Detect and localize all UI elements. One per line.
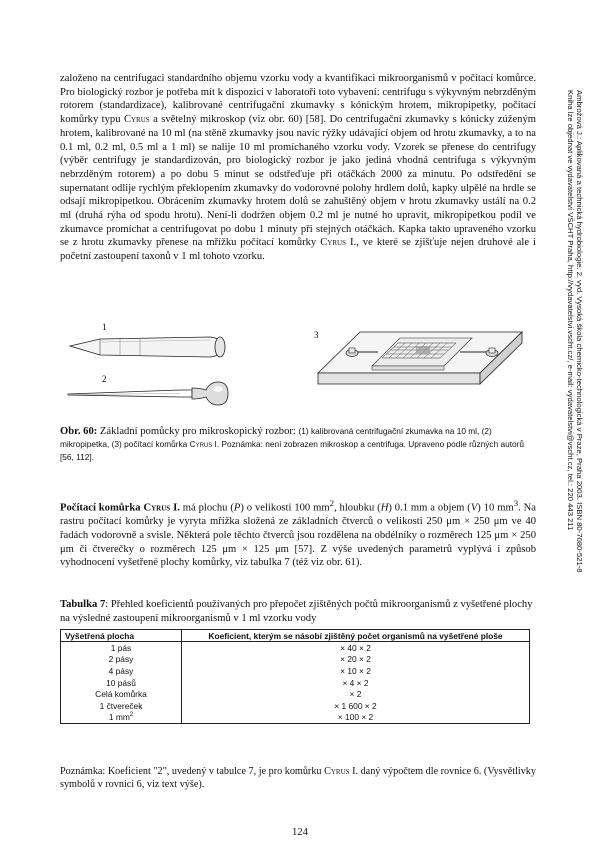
page-number: 124 [292, 827, 308, 838]
label-1: 1 [102, 322, 107, 332]
cell-coefficient: × 2 [182, 688, 530, 700]
centrifuge-tube-drawing [70, 337, 225, 357]
table-header-row [61, 630, 530, 642]
micropipette-drawing [68, 382, 228, 405]
header-coefficient: Koeficient, kterým se násobí zjištěný počet organismů na vyšetřené ploše [182, 630, 530, 642]
table-row [61, 700, 530, 712]
table-row [61, 688, 530, 700]
table-row [61, 642, 530, 654]
table-row [61, 712, 530, 724]
label-2: 2 [102, 374, 107, 384]
paragraph-method: založeno na centrifugaci standardního objemu vzorku vody a kvantifikaci mikroorganismů v počítací komůrce. Pro biologický rozbor je potřeba mít k dispozici v laboratoři toto vybavení: centrifugu s výkyvným nebrzděným rotorem (standardizace), kalibrované centrifugační zkumavky s kónickým hrotem, mikropipetky, počítací komůrky typu Cyrus a světelný mikroskop (viz obr. 60) [58]. Do centrifugační zkumavky s kónicky zúženým hrotem, kalibrované na 10 ml (na stěně zkumavky jsou navíc rýžky udávající objem od hrotu zkumavky, a to na 0.1 ml, 0.2 ml, 0.5 ml a 1 ml) se nalije 10 ml promíchaného vzorku vody. Vzorek se přenese do centrifugy (výběr centrifugy je standardizován, pro biologický rozbor je jako jediná vhodná centrifuga s výkyvným nebrzděným rotorem) a po dobu 5 minut se odstřeďuje při otáčkách 2000 za minutu. Po odstředění se supernatant odlije rychlým překlopením zkumavky do vodorovné polohy hrdlem dolů, kapky ulpělé na hrdle se odsají mikropipetkou. Obrácením zkumavky hrotem dolů se zahuštěný objem v hrotu zkumavky ustálí na 0.2 ml (druhá rýha od spodu hrotu). Není-li dodržen objem 0.2 ml je nutné ho upravit, mikropipetkou podíl ve zkumavce promíchat a centrifugovat po dobu 1 minuty při stejných otáčkách. Kapka takto upraveného vzorku se z hrotu zkumavky přenese na mřížku počítací komůrky Cyrus I., ve které se zjišťuje nejen druhové ale i početní zastoupení taxonů v 1 ml tohoto vzorku. [60, 73, 536, 263]
cell-coefficient: × 10 × 2 [182, 665, 530, 677]
cell-area: 1 pás [61, 642, 182, 654]
figure-60-drawing [60, 318, 536, 420]
copyright-sidebar [568, 90, 598, 810]
cell-coefficient: × 1 600 × 2 [182, 700, 530, 712]
cell-coefficient: × 20 × 2 [182, 654, 530, 666]
cell-area: 2 pásy [61, 654, 182, 666]
cell-area: 4 pásy [61, 665, 182, 677]
sidebar-order-info: Kniha lze objednat ve vydavatelství VŠCHT Praha, http://vydavatelstvi.vscht.cz/, e-mail: vydavatelstvi@vscht.cz, tel.: 220 443 211 [566, 90, 575, 531]
paragraph-counting-chamber: Počítací komůrka Cyrus I. má plochu (P) o velikosti 100 $mm^2$, hloubku (H) 0.1 mm a objem (V) 10 $mm^3$. Na rastru počítací komůrky je vyryta mřížka složená ze základních čtverců o velikosti 250 μm × 250 μm ve 40 řadách vodorovně a svisle. Některá pole těchto čtverců jsou rozdělena na obdélníky o rozměrech 125 μm × 250 μm či čtverečky o rozměrech 125 μm × 125 μm [57]. Z výše uvedených parametrů vyplývá i způsob vyhodnocení vyšetřené plochy komůrky, viz tabulka 7 (též viz obr. 61). [60, 498, 537, 569]
table-row [61, 665, 530, 677]
figure-60-caption: Obr. 60: Základní pomůcky pro mikroskopický rozbor: (1) kalibrovaná centrifugační zkumavka na 10 ml, (2) mikropipetka, (3) počítací komůrka Cyrus I. Poznámka: není zobrazen mikroskop a centrifuga. Upraveno podle různých autorů [56, 112]. [60, 426, 525, 462]
table-row [61, 654, 530, 666]
cell-coefficient: × 40 × 2 [182, 642, 530, 654]
sidebar-citation: Ambrožová J.: Aplikovaná a technická hydrobiologie. 2. vyd. Vysoká škola chemicko-technologická v Praze, Praha 2003. ISBN 80-7080-521-8 [575, 90, 584, 573]
cell-coefficient: × 100 × 2 [182, 712, 530, 724]
label-3: 3 [314, 330, 319, 340]
cell-area: 10 pásů [61, 677, 182, 689]
table-row [61, 677, 530, 689]
table-note: Poznámka: Koeficient "2", uvedený v tabulce 7, je pro komůrku Cyrus I. daný výpočtem dle rovnice 6. (Vysvětlivky symbolů v rovnici 6, viz text výše). [60, 766, 536, 790]
table-7-caption: Tabulka 7: Přehled koeficientů používaných pro přepočet zjištěných počtů mikroorganismů z vyšetřené plochy na výsledné zastoupení mikroorganismů v 1 ml vzorku vody [60, 599, 533, 624]
figure-60 [60, 318, 536, 420]
cell-area: 1 $mm^2$ [61, 712, 182, 724]
header-area: Vyšetřená plocha [61, 630, 182, 642]
cell-coefficient: × 4 × 2 [182, 677, 530, 689]
cell-area: 1 čtvereček [61, 700, 182, 712]
table-7 [60, 629, 530, 724]
cell-area: Celá komůrka [61, 688, 182, 700]
counting-chamber-drawing [318, 332, 522, 384]
